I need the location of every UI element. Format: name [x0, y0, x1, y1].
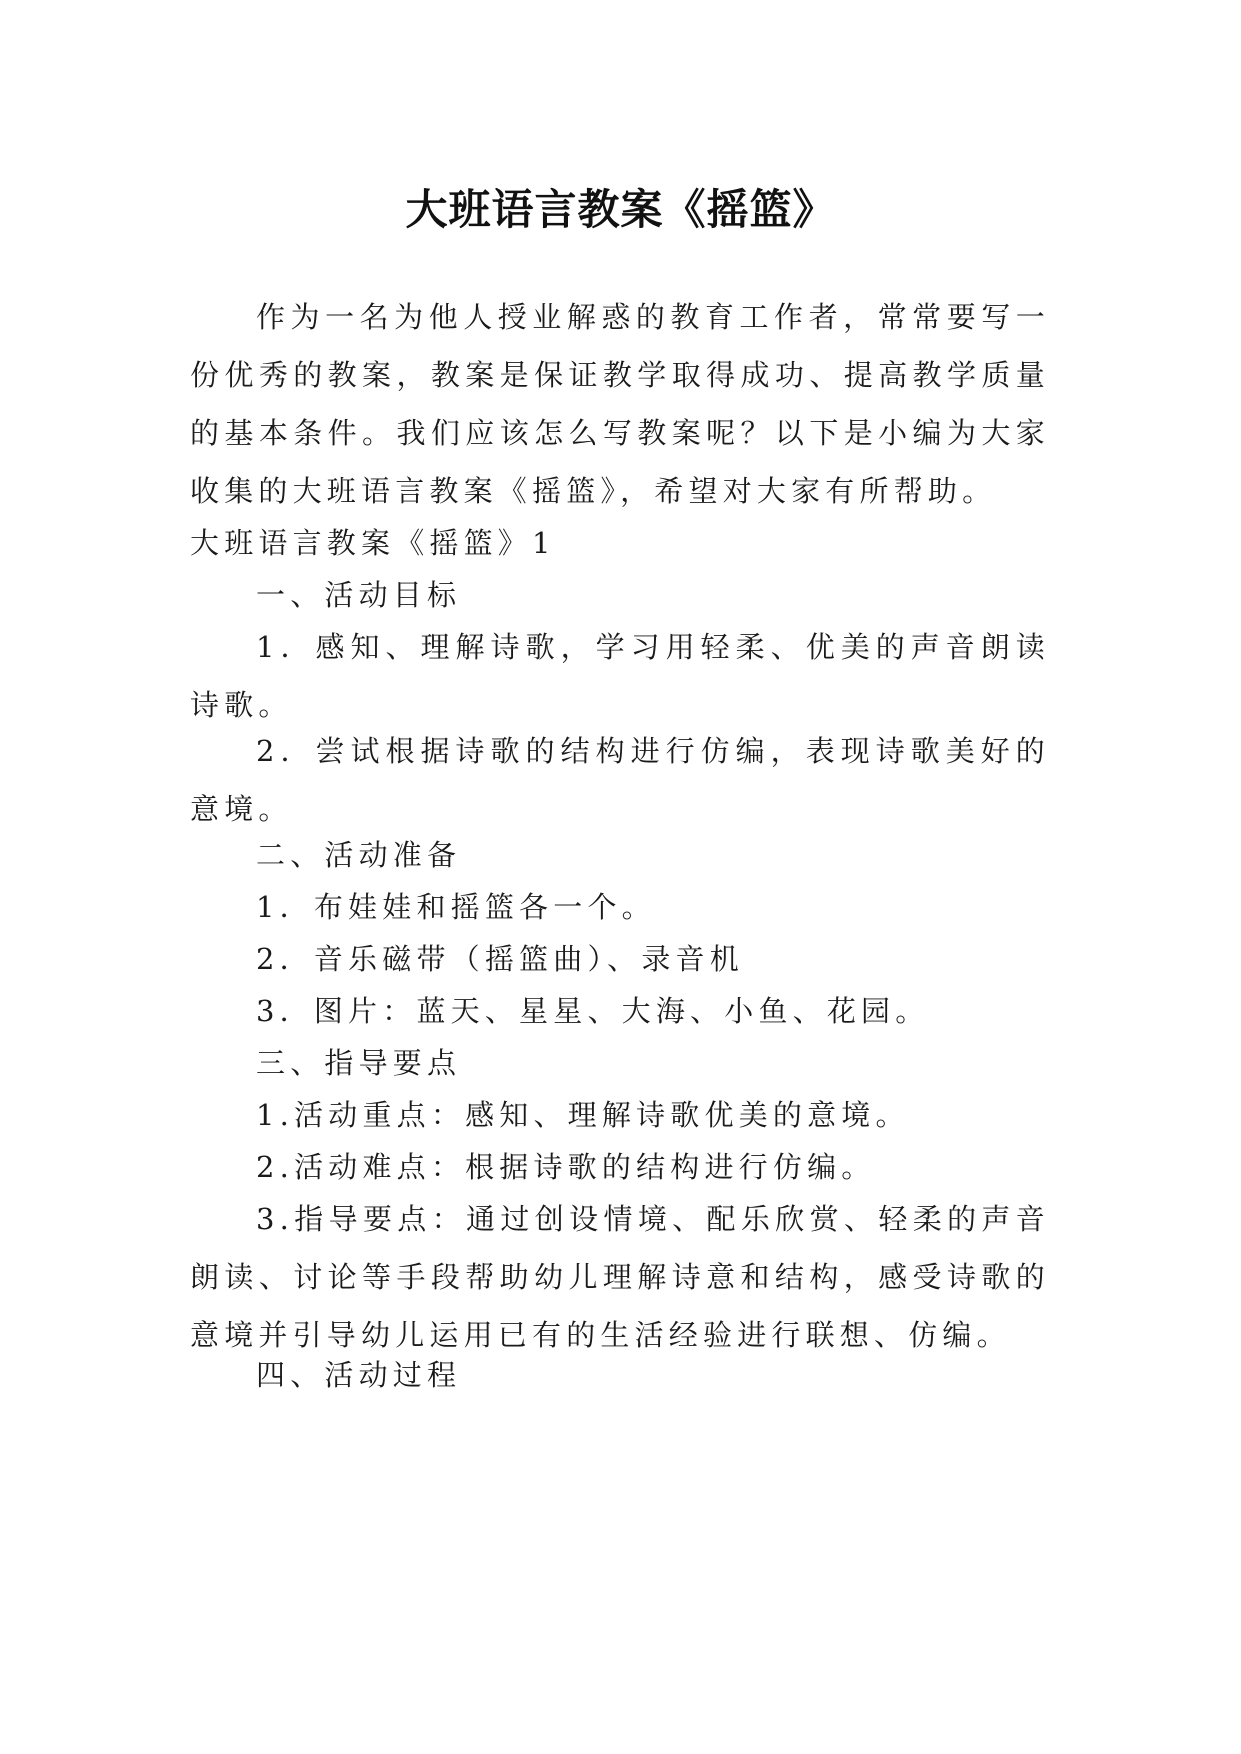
document-title: 大班语言教案《摇篮》 — [405, 185, 836, 235]
guide-heading: 三、指导要点 — [256, 1046, 462, 1080]
prep-item-1: 1．布娃娃和摇篮各一个。 — [256, 890, 656, 924]
section-heading: 大班语言教案《摇篮》1 — [190, 526, 556, 560]
prep-heading: 二、活动准备 — [256, 838, 462, 872]
prep-item-3: 3．图片：蓝天、星星、大海、小鱼、花园。 — [256, 994, 930, 1028]
goal-item-1: 1．感知、理解诗歌，学习用轻柔、优美的声音朗读诗歌。 — [190, 630, 1050, 722]
goal-item-2: 2．尝试根据诗歌的结构进行仿编，表现诗歌美好的意境。 — [190, 734, 1050, 826]
process-heading: 四、活动过程 — [256, 1358, 462, 1392]
prep-item-2: 2．音乐磁带（摇篮曲）、录音机 — [256, 942, 744, 976]
guide-item-2: 2.活动难点：根据诗歌的结构进行仿编。 — [256, 1150, 876, 1184]
intro-paragraph: 作为一名为他人授业解惑的教育工作者，常常要写一份优秀的教案，教案是保证教学取得成功、提高教学质量的基本条件。我们应该怎么写教案呢？以下是小编为大家收集的大班语言教案《摇篮》，希望对大家有所帮助。 — [190, 300, 1050, 508]
guide-item-1: 1.活动重点：感知、理解诗歌优美的意境。 — [256, 1098, 910, 1132]
guide-item-3: 3.指导要点：通过创设情境、配乐欣赏、轻柔的声音朗读、讨论等手段帮助幼儿理解诗意和结构，感受诗歌的意境并引导幼儿运用已有的生活经验进行联想、仿编。 — [190, 1202, 1050, 1352]
goals-heading: 一、活动目标 — [256, 578, 462, 612]
